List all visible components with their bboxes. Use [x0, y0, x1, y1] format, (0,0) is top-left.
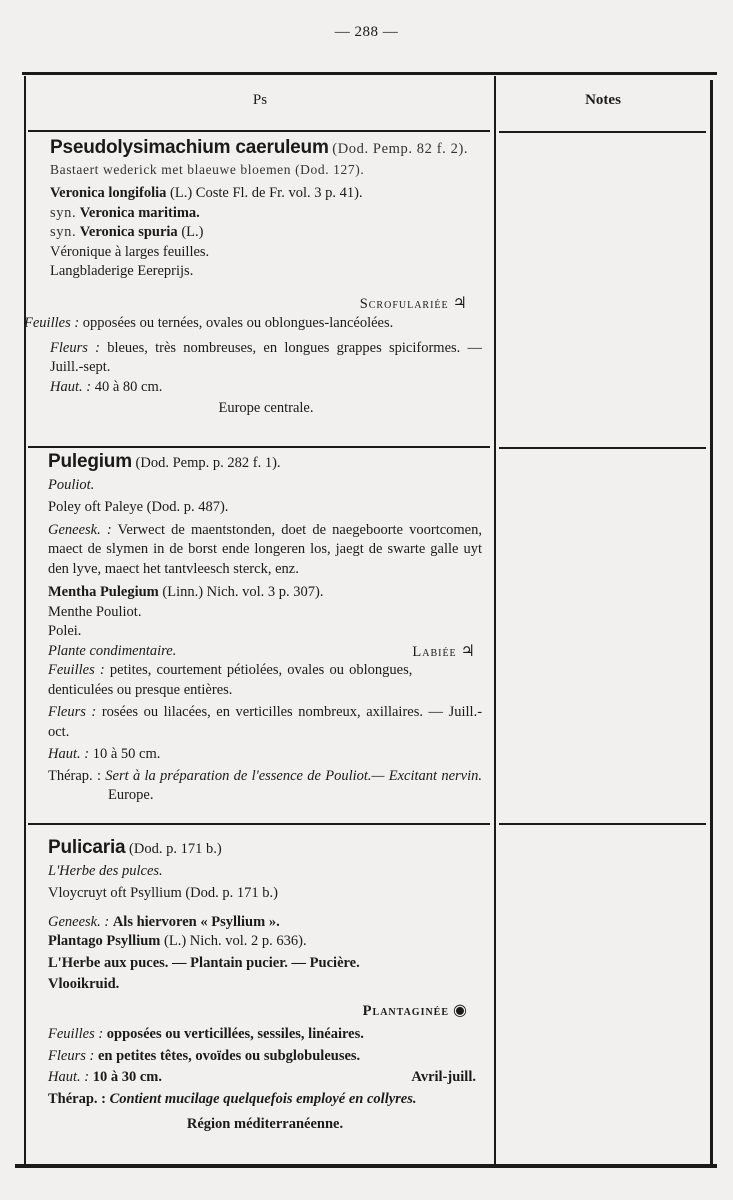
- annual-symbol-icon: ◉: [453, 1001, 468, 1019]
- modern-name-line: [50, 184, 482, 204]
- entry-pulegium: [48, 452, 482, 806]
- synonym-2: [50, 223, 482, 243]
- leaves-label: Feuilles :: [48, 662, 105, 678]
- modern-name: Mentha Pulegium: [48, 584, 159, 600]
- table-bottom-rule: [15, 1164, 717, 1168]
- french-name: Véronique à larges feuilles.: [50, 243, 210, 260]
- therap-text: Contient mucilage quelquefois employé en collyres.: [109, 1090, 417, 1107]
- syn-name: Veronica spuria: [79, 224, 178, 240]
- french-name: Menthe Pouliot.: [48, 603, 142, 620]
- leaves-description: [48, 661, 482, 700]
- perennial-symbol-icon: ♃: [452, 294, 468, 312]
- dutch-name: Vloycruyt oft Psyllium (Dod. p. 171 b.): [48, 885, 278, 901]
- region: Région méditerranéenne.: [186, 1116, 344, 1132]
- table-left-border: [24, 76, 26, 1164]
- notes-cell-3: [498, 826, 708, 1162]
- notes-cell-1: [498, 134, 708, 444]
- flowers-description: [48, 703, 482, 742]
- dutch-name: Bastaert wederick met blaeuwe bloemen (Dod. 127).: [50, 161, 365, 177]
- table-top-rule: [22, 72, 717, 75]
- column-header-notes: Notes: [585, 92, 621, 108]
- therap-description: [48, 1090, 482, 1110]
- therap-description: [48, 767, 482, 806]
- dutch-modern-name: Langbladerige Eereprijs.: [50, 263, 194, 279]
- plant-family: [50, 294, 482, 315]
- page-number: — 288 —: [334, 24, 399, 40]
- leaves-text: opposées ou ternées, ovales ou oblongues-lancéolées.: [82, 315, 394, 331]
- therap-text: Sert à la préparation de l'essence de Pouliot.— Excitant nervin.: [105, 767, 483, 784]
- height-line: [50, 378, 482, 398]
- perennial-symbol-icon: ♃: [460, 642, 476, 660]
- entry-title-ref: (Dod. Pemp. p. 282 f. 1).: [135, 455, 281, 471]
- modern-name: Veronica longifolia: [50, 185, 167, 201]
- region: Europe.: [108, 787, 154, 803]
- header-rule-notes: [499, 131, 706, 133]
- flowers-text: rosées ou lilacées, en verticilles nombreux, axillaires. — Juill.-oct.: [48, 704, 483, 740]
- syn-prefix: syn.: [50, 224, 77, 240]
- height-label: Haut. :: [48, 1069, 90, 1085]
- leaves-description: [22, 314, 482, 334]
- geneesk-description: [48, 913, 482, 933]
- modern-ref: (Linn.) Nich. vol. 3 p. 307).: [162, 584, 324, 600]
- entry-title-line: [50, 138, 482, 160]
- syn-ref: (L.): [181, 224, 204, 240]
- height-label: Haut. :: [50, 378, 92, 395]
- flowers-label: Fleurs :: [48, 1047, 95, 1064]
- flowers-description: [50, 339, 482, 378]
- use-line: [48, 642, 482, 662]
- geneesk-text: Als hiervoren « Psyllium ».: [112, 913, 280, 930]
- geneesk-label: Geneesk. :: [48, 913, 110, 930]
- height-label: Haut. :: [48, 746, 90, 762]
- flowers-description: [48, 1047, 482, 1067]
- modern-name: Plantago Psyllium: [48, 933, 161, 949]
- entry-separator-1-notes: [499, 447, 706, 449]
- flowers-label: Fleurs :: [50, 339, 100, 356]
- leaves-text: opposées ou verticillées, sessiles, linéaires.: [106, 1026, 364, 1042]
- entry-title: Pulicaria: [48, 837, 126, 858]
- entry-separator-1-main: [28, 446, 490, 448]
- dutch-modern-name: Vlooikruid.: [48, 976, 120, 992]
- column-header-main: Ps: [252, 92, 268, 108]
- geneesk-text: Verwect de maentstonden, doet de naegeboorte voortcomen, maect de slymen in de borst ende longeren los, jaegt de swarte galle uyt den lyve, maect het tantvleesch sterck, enz.: [48, 521, 482, 577]
- region: Europe centrale.: [218, 400, 314, 416]
- flowering-season: Avril-juill.: [411, 1069, 476, 1085]
- height-line: [48, 745, 482, 765]
- height-value: 40 à 80 cm.: [94, 378, 163, 395]
- flowers-text: bleues, très nombreuses, en longues grappes spiciformes. — Juill.-sept.: [50, 339, 483, 375]
- syn-name: Veronica maritima.: [79, 204, 200, 221]
- leaves-text: petites, courtement pétiolées, ovales ou oblongues, denticulées ou presque entières.: [48, 662, 413, 698]
- entry-title: Pulegium: [48, 451, 132, 472]
- header-rule-main: [28, 130, 490, 132]
- geneesk-description: [48, 521, 482, 580]
- modern-name-line: [48, 583, 482, 603]
- entry-pseudolysimachium: [24, 137, 483, 419]
- leaves-description: [48, 1025, 482, 1045]
- modern-ref: (L.) Coste Fl. de Fr. vol. 3 p. 41).: [170, 185, 363, 201]
- table-right-border: [710, 80, 713, 1164]
- entry-title-line: [48, 452, 482, 474]
- family-name: Labiée: [412, 643, 457, 660]
- table-column-divider: [494, 76, 496, 1164]
- height-value: 10 à 50 cm.: [92, 746, 161, 762]
- french-name: L'Herbe aux puces. — Plantain pucier. — Pucière.: [48, 954, 360, 971]
- notes-cell-2: [498, 450, 708, 820]
- entry-title-ref: (Dod. p. 171 b.): [129, 841, 222, 857]
- entry-title: Pseudolysimachium caeruleum: [50, 137, 329, 158]
- height-line: [48, 1068, 482, 1088]
- old-french-name: Pouliot.: [48, 476, 95, 493]
- synonym-1: [50, 204, 482, 224]
- entry-title-ref: (Dod. Pemp. 82 f. 2).: [332, 141, 469, 157]
- german-name: Polei.: [48, 623, 82, 639]
- leaves-label: Feuilles :: [48, 1026, 104, 1042]
- family-name: Plantaginée: [362, 1002, 450, 1019]
- old-french-name: L'Herbe des pulces.: [48, 862, 163, 879]
- therap-label: Thérap. :: [48, 1090, 106, 1107]
- entry-title-line: [48, 838, 482, 860]
- entry-separator-2-main: [28, 823, 490, 825]
- plant-family: [412, 642, 482, 663]
- flowers-label: Fleurs :: [48, 704, 97, 720]
- therap-label: Thérap. :: [48, 767, 101, 784]
- modern-name-line: [48, 932, 482, 952]
- entry-pulicaria: [48, 838, 482, 1135]
- modern-ref: (L.) Nich. vol. 2 p. 636).: [164, 933, 307, 949]
- geneesk-label: Geneesk. :: [48, 521, 112, 538]
- family-name: Scrofulariée: [359, 295, 449, 312]
- height-value: 10 à 30 cm.: [92, 1069, 162, 1085]
- entry-separator-2-notes: [499, 823, 706, 825]
- plant-family: [48, 1001, 482, 1022]
- plant-use: Plante condimentaire.: [48, 642, 177, 659]
- leaves-label: Feuilles :: [24, 315, 80, 331]
- dutch-name: Poley oft Paleye (Dod. p. 487).: [48, 499, 229, 515]
- syn-prefix: syn.: [50, 204, 77, 221]
- flowers-text: en petites têtes, ovoïdes ou subglobuleuses.: [97, 1047, 361, 1064]
